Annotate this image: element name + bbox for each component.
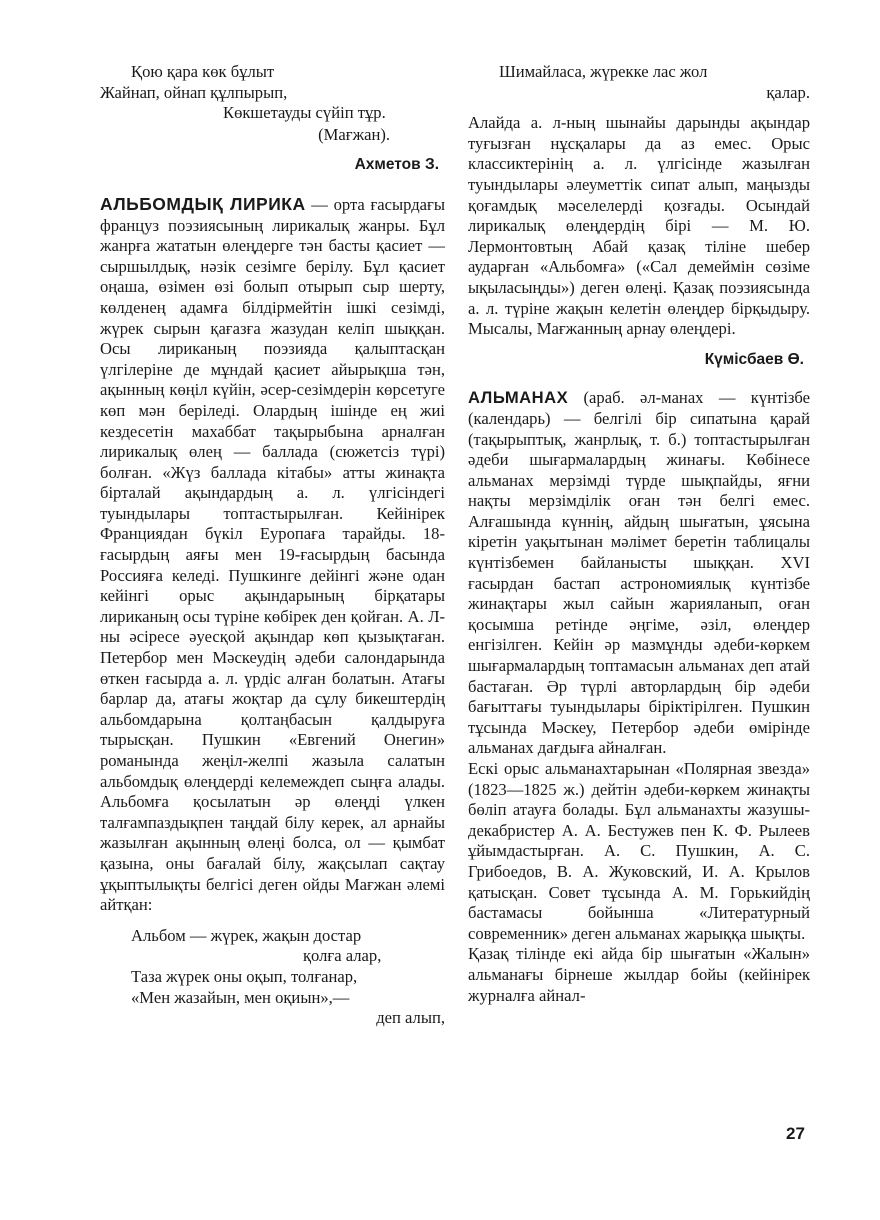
paragraph: Ескі орыс альманахтарынан «Полярная звезда» (1823—1825 ж.) дейтін әдеби-көркем жинақты бөліп атауға болады. Бұл альманахты жазушы-декабристер А. А. Бестужев пен К. Ф. Рылеев ұйымдастырған. А. С. Пушкин, А. С. Грибоедов, В. А. Жуковский, И. А. Крылов қатысқан. Совет тұсында А. М. Горькийдің бастамасы бойынша «Литературный современник» деген альманах жарыққа шықты. [468, 759, 810, 943]
entry-heading: АЛЬБОМДЫҚ ЛИРИКА [100, 193, 306, 214]
paragraph: Алайда а. л-ның шынайы дарынды ақындар туғызған нұсқалары да аз емес. Орыс классиктерінің а. л. үлгісінде жазылған туындылары әлеуметтік сипат алып, маңызды қоғамдық мәселелерді қозғады. Осындай лирикалық өлеңдердің бірі — М. Ю. Лермонтовтың Абай қазақ тіліне шебер аударған «Альбомға» («Сал демеймін сөзіме ықыласыңды») деген өлеңі. Қазақ поэзиясында а. л. түріне жақын келетін өлеңдер бірқыдыру. Мысалы, Мағжанның арнау өлеңдері. [468, 113, 810, 339]
author-signature: Ахметов З. [354, 156, 439, 174]
page-number: 27 [786, 1124, 805, 1143]
paragraph: Қазақ тілінде екі айда бір шығатын «Жалын» альманағы бірнеше жылдар бойы (кейінірек журналға айнал- [468, 944, 810, 1005]
poem-line: қолға алар, [303, 946, 382, 966]
poem-line: Альбом — жүрек, жақын достар [131, 925, 362, 945]
poem-line: Жайнап, ойнап құлпырып, [100, 82, 288, 102]
left-column [100, 62, 445, 1029]
poem-line: Қою қара көк бұлыт [131, 62, 275, 81]
poem-attribution: (Мағжан). [318, 124, 390, 144]
poem-line: Таза жүрек оны оқып, толғанар, [131, 966, 358, 986]
right-column [468, 62, 810, 1006]
entry-text: (араб. әл-манах — күнтізбе (календарь) — белгілі бір сипатына қарай (тақырыптық, жанрлық, т. б.) топтастырылған әдеби шығармалардың жинағы. Көбінесе альманах мерзімді түрде шықпайды, яғни нақты мерзімділік оған тән белгі емес. Алғашында күннің, айдың шығатын, ұясына кіретін уақытынан мәлімет беретін таблицалы күнтізбемен байланысты шыққан. XVI ғасырдан бастап астрономиялық күнтізбе жинақтары жыл сайын жарияланып, оған қосымша ретінде әңгіме, әзіл, өлеңдер енгізілген. Кейін әр мазмұнды әдеби-көркем шығармалардың топтамасын альманах деп атай бастаған. Әр түрлі авторлардың бір әдеби бағыттағы туындылары біріктірілген. Пушкин тұсында Мәскеу, Петербор әдеби өмірінде альманах дағдыға айналған. [468, 388, 810, 758]
entry-text: — орта ғасырдағы француз поэзиясының лирикалық жанры. Бұл жанрға жататын өлеңдерге тән басты қасиет — сыршылдық, нәзік сезімге берілу. Бұл қасиет оңаша, өзімен өзі болып отырып сыр шерту, көлденең адамға білдірмейтін ішкі сезімді, жүрек сырын қағазға жазудан келіп шыққан. Осы лириканың поэзияда қалыптасқан үлгілеріне де мұндай қасиет айырықша тән, ақынның көңіл күйін, әсер-сезімдерін көрсетуге көп мән беріледі. Олардың ішінде ең жиі кездесетін махаббат тақырыбына арналған лирикалық өлең — баллада (сюжетсіз түрі) болған. «Жүз баллада кітабы» атты жинақта бірталай ақындардың а. л. үлгісіндегі туындылары топтастырылған. Кейінірек Франциядан бүкіл Еуропаға тарайды. 18-ғасырдың аяғы мен 19-ғасырдың басында Россияға келеді. Пушкинге дейінгі және одан кейінгі орыс ақындарының бірқатары лириканың осы түріне көбірек ден қойған. А. Л-ны әсіресе әуесқой ақындар көп қызықтаған. Петербор мен Мәскеудің әдеби салондарында өткен ғасырда а. л. үрдіс алған болатын. Атағы барлар да, атағы жоқтар да сұлу бикештердің альбомдарына қолтаңбасын қалдыруға тырысқан. Пушкин «Евгений Онегин» романында жеңіл-желпі жазыла салатын альбомдық өлеңдерді келемеждеп сыңға алады. Альбомға қосылатын әр өлеңді үлкен талғампаздықпен таңдай білу керек, ал арнайы жазылған ақынның өлеңі болса, ол — қымбат қазына, оны бағалай білу, жақсылап сақтау ұқыптылықты белгісі деген ойды Мағжан әлемі айтқан: [100, 194, 445, 915]
entry-heading: АЛЬМАНАХ [468, 388, 569, 408]
poem-line: Көкшетауды сүйіп тұр. [223, 103, 386, 123]
author-signature: Күмісбаев Ө. [704, 350, 804, 368]
poem-line: «Мен жазайын, мен оқиын»,— [131, 987, 350, 1007]
poem-line: Шимайласа, жүрекке лас жол [499, 62, 708, 81]
entry-almanakh [468, 388, 810, 759]
poem-line: қалар. [766, 82, 810, 102]
poem-line: деп алып, [376, 1008, 445, 1028]
entry-albomdyq-lirika [100, 194, 445, 916]
